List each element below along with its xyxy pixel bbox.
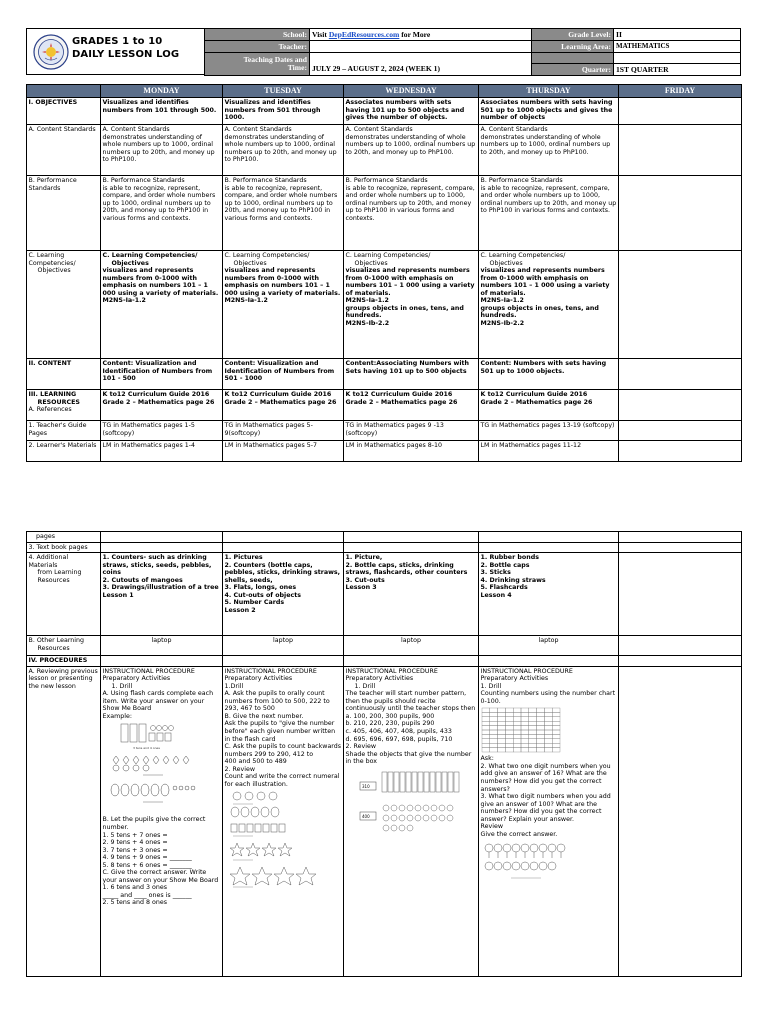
objectives-row [27, 98, 742, 125]
number-chart-cell [536, 726, 544, 730]
school-value: Visit DepEdResources.com for More [310, 29, 532, 41]
lm-wed: LM in Mathematics pages 8-10 [344, 441, 479, 462]
number-chart-cell [505, 708, 513, 712]
performance-standards-label: B. Performance Standards [27, 176, 101, 251]
number-chart-cell [552, 713, 560, 717]
title-grades: GRADES 1 to 10 [72, 36, 163, 47]
content-mon: Content: Visualization and Identification of Numbers from 101 - 500 [101, 359, 223, 390]
other-thu: laptop [479, 636, 619, 656]
number-chart-cell [497, 722, 505, 726]
svg-text:3 tens and 4 ones: 3 tens and 4 ones [132, 746, 160, 751]
number-chart-cell [544, 739, 552, 743]
number-chart-cell [513, 730, 521, 734]
pages-mon [101, 532, 223, 543]
number-chart-cell [505, 730, 513, 734]
textbook-thu [479, 542, 619, 553]
objective-mon: Visualizes and identifies numbers from 101 through 500. [101, 98, 223, 125]
content-standards-fri [619, 125, 742, 176]
content-thu: Content: Numbers with sets having 501 up to 1000 objects. [479, 359, 619, 390]
competencies-row [27, 251, 742, 359]
objective-tue: Visualizes and identifies numbers from 501 through 1000. [223, 98, 344, 125]
number-chart-cell [521, 735, 529, 739]
corner-cell [27, 85, 101, 98]
tg-thu: TG in Mathematics pages 13-19 (softcopy) [479, 421, 619, 441]
review-wed: INSTRUCTIONAL PROCEDURE Preparatory Activities 1. Drill The teacher will start number pattern, then the pupils should recite continuously until the teacher stops then a. 100, 200, 300 pupils, 900 b. 210, 220, 230, pupils 290 c. 405, 406, 407, 408, pupils, 433 d. 695, 696, 697, 698, pupils, 710 2. Review Shade the objects that give the number in the box 310 400 [344, 666, 479, 976]
learning-area-label: Learning Area: [532, 40, 614, 52]
number-chart-cell [489, 739, 497, 743]
competencies-wed: C. Learning Competencies/ Objectives visualizes and represents numbers from 0-1000 with emphasis on numbers 101 – 1 000 using a variety of materials. M2NS-Ia-1.2 groups objects in ones, tens, and hundreds. M2NS-Ib-2.2 [344, 251, 479, 359]
header [26, 28, 741, 75]
day-header-row [27, 85, 742, 98]
procedures-row [27, 656, 742, 667]
number-chart-cell [505, 713, 513, 717]
competencies-tue: C. Learning Competencies/ Objectives visualizes and represents numbers from 0-1000 with emphasis on numbers 101 – 1 000 using a variety of materials. M2NS-Ia-1.2 [223, 251, 344, 359]
content-fri [619, 359, 742, 390]
day-tuesday: TUESDAY [223, 85, 344, 98]
teaching-dates-label: Teaching Dates and Time: [205, 52, 310, 76]
number-chart-cell [536, 744, 544, 748]
number-chart-cell [513, 726, 521, 730]
number-chart-cell [552, 748, 560, 752]
number-chart-cell [528, 717, 536, 721]
number-chart-cell [497, 730, 505, 734]
number-chart-cell [505, 717, 513, 721]
number-chart-cell [505, 735, 513, 739]
number-chart-cell [528, 730, 536, 734]
other-tue: laptop [223, 636, 344, 656]
other-fri [619, 636, 742, 656]
number-chart-cell [497, 739, 505, 743]
header-info-table [204, 28, 741, 76]
number-chart-cell [505, 744, 513, 748]
number-chart-cell [521, 717, 529, 721]
day-wednesday: WEDNESDAY [344, 85, 479, 98]
deped-seal-icon [33, 34, 69, 70]
title-dll: DAILY LESSON LOG [72, 48, 180, 60]
pages-thu [479, 532, 619, 543]
other-mon: laptop [101, 636, 223, 656]
textbook-tue [223, 542, 344, 553]
number-chart-cell [544, 744, 552, 748]
header-title [72, 36, 179, 61]
number-chart-cell [497, 735, 505, 739]
number-chart-cell [544, 713, 552, 717]
textbook-mon [101, 542, 223, 553]
materials-fri [619, 553, 742, 636]
competencies-fri [619, 251, 742, 359]
number-chart-cell [521, 726, 529, 730]
number-chart-cell [528, 744, 536, 748]
lm-label: 2. Learner's Materials [27, 441, 101, 462]
number-chart-cell [497, 708, 505, 712]
number-chart-cell [552, 744, 560, 748]
additional-materials-label: 4. Additional Materials from Learning Resources [27, 553, 101, 636]
pages-tue [223, 532, 344, 543]
number-chart-cell [482, 735, 490, 739]
number-chart-cell [536, 713, 544, 717]
number-chart-cell [513, 735, 521, 739]
lm-row [27, 441, 742, 462]
content-row [27, 359, 742, 390]
number-chart-cell [497, 713, 505, 717]
header-title-block [26, 28, 204, 75]
content-standards-tue: A. Content Standards demonstrates understanding of whole numbers up to 1000, ordinal numbers up to 20th, and money up to PhP100. [223, 125, 344, 176]
day-monday: MONDAY [101, 85, 223, 98]
number-chart-cell [536, 735, 544, 739]
number-chart-cell [482, 739, 490, 743]
lm-mon: LM in Mathematics pages 1-4 [101, 441, 223, 462]
teacher-label: Teacher: [205, 40, 310, 52]
pages-fri [619, 532, 742, 543]
number-chart-cell [521, 739, 529, 743]
number-chart-cell [482, 748, 490, 752]
performance-standards-mon: B. Performance Standards is able to recognize, represent, compare, and order whole numbers up to 1000, ordinal numbers up to 20th, and money up to PhP100 in various forms and contexts. [101, 176, 223, 251]
tg-tue: TG in Mathematics pages 5-9(softcopy) [223, 421, 344, 441]
content-standards-wed: A. Content Standards demonstrates understanding of whole numbers up to 1000, ordinal numbers up to 20th, and money up to PhP100. [344, 125, 479, 176]
number-chart-cell [528, 708, 536, 712]
lesson-table-page-1 [26, 84, 742, 462]
textbook-row [27, 542, 742, 553]
number-chart-cell [528, 739, 536, 743]
tg-fri [619, 421, 742, 441]
number-chart-cell [528, 726, 536, 730]
number-chart-cell [544, 726, 552, 730]
number-chart-cell [528, 722, 536, 726]
number-chart-cell [497, 744, 505, 748]
number-chart-cell [521, 748, 529, 752]
learning-area-value: MATHEMATICS [614, 40, 741, 52]
number-chart-cell [482, 717, 490, 721]
pages-wed [344, 532, 479, 543]
number-chart-cell [482, 726, 490, 730]
procedures-label: IV. PROCEDURES [27, 656, 101, 667]
review-mon: INSTRUCTIONAL PROCEDURE Preparatory Activities 1. Drill A. Using flash cards complete each item. Write your answer on your Show Me Board Example: 3 tens and 4 ones B. Let the pupils give the correct number. 1. 5 tens + 7 ones = 2. 9 tens + 4 ones = 3. 7 tens + 3 ones = 4. 9 tens + 9 ones = _______ 5. 8 tens + 6 ones = _______ C. Give the correct answer. Write your answer on your Show Me Board 1. 6 tens and 3 ones _____ and ____ ones is ______ 2. 5 tens and 8 ones [101, 666, 223, 976]
tg-label: 1. Teacher's Guide Pages [27, 421, 101, 441]
pages-label: pages [27, 532, 101, 543]
blank-label [532, 52, 614, 64]
number-chart-cell [513, 744, 521, 748]
resources-tue: K to12 Curriculum Guide 2016 Grade 2 – Mathematics page 26 [223, 390, 344, 421]
materials-thu: 1. Rubber bonds 2. Bottle caps 3. Sticks 4. Drinking straws 5. Flashcards Lesson 4 [479, 553, 619, 636]
tg-wed: TG in Mathematics pages 9 -13 (softcopy) [344, 421, 479, 441]
number-chart-cell [482, 722, 490, 726]
number-chart-cell [552, 726, 560, 730]
svg-text:310: 310 [361, 783, 370, 789]
shade-objects-illustration [346, 768, 474, 834]
day-friday: FRIDAY [619, 85, 742, 98]
content-standards-thu: A. Content Standards demonstrates understanding of whole numbers up to 1000, ordinal numbers up to 20th, and money up to PhP100. [479, 125, 619, 176]
lm-tue: LM in Mathematics pages 5-7 [223, 441, 344, 462]
number-chart-cell [505, 748, 513, 752]
lesson-log-page-2 [26, 531, 741, 977]
review-fri [619, 666, 742, 976]
number-chart-cell [552, 717, 560, 721]
review-row [27, 666, 742, 976]
number-chart-cell [482, 713, 490, 717]
number-chart-cell [497, 726, 505, 730]
number-chart-cell [536, 730, 544, 734]
number-chart-cell [544, 730, 552, 734]
proc-thu-blank [479, 656, 619, 667]
number-chart-cell [489, 722, 497, 726]
number-chart-cell [544, 708, 552, 712]
quarter-value: 1ST QUARTER [614, 64, 741, 76]
number-chart-cell [497, 748, 505, 752]
number-chart-cell [552, 730, 560, 734]
number-chart-illustration [481, 707, 561, 753]
competencies-label: C. Learning Competencies/ Objectives [27, 251, 101, 359]
resources-thu: K to12 Curriculum Guide 2016 Grade 2 – Mathematics page 26 [479, 390, 619, 421]
textbook-label: 3. Text book pages [27, 542, 101, 553]
performance-standards-row [27, 176, 742, 251]
number-chart-cell [528, 748, 536, 752]
lm-thu: LM in Mathematics pages 11-12 [479, 441, 619, 462]
materials-mon: 1. Counters- such as drinking straws, sticks, seeds, pebbles, coins 2. Cutouts of mangoes 3. Drawings/illustration of a tree Lesson 1 [101, 553, 223, 636]
number-chart-cell [505, 722, 513, 726]
number-chart-cell [536, 748, 544, 752]
proc-wed-blank [344, 656, 479, 667]
counting-illustration [225, 790, 335, 888]
number-chart-cell [489, 748, 497, 752]
number-chart-cell [521, 730, 529, 734]
content-tue: Content: Visualization and Identification of Numbers from 501 - 1000 [223, 359, 344, 390]
other-resources-row [27, 636, 742, 656]
number-chart-cell [489, 726, 497, 730]
performance-standards-thu: B. Performance Standards is able to recognize, represent, compare, and order whole numbers up to 1000, ordinal numbers up to 20th, and money up to PhP100 in various forms and contexts. [479, 176, 619, 251]
number-chart-cell [536, 722, 544, 726]
resources-wed: K to12 Curriculum Guide 2016 Grade 2 – Mathematics page 26 [344, 390, 479, 421]
proc-tue-blank [223, 656, 344, 667]
resources-row [27, 390, 742, 421]
number-chart-cell [489, 744, 497, 748]
objective-thu: Associates numbers with sets having 501 up to 1000 objects and gives the number of objects [479, 98, 619, 125]
objectives-label: I. OBJECTIVES [27, 98, 101, 125]
resources-label: III. LEARNING RESOURCES A. References [27, 390, 101, 421]
number-chart-cell [489, 735, 497, 739]
number-chart-cell [552, 722, 560, 726]
proc-fri-blank [619, 656, 742, 667]
review-thu: INSTRUCTIONAL PROCEDURE Preparatory Activities 1. Drill Counting numbers using the number chart 0-100. Ask: 2. What two one digit numbers when you add give an answer of 16? What are the numbers? How did you get the correct answers? 3. What two digit numbers when you add give an answer of 100? What are the numbers? How did you get the correct answer? Explain your answer. Review Give the correct answer. [479, 666, 619, 976]
blank-value [614, 52, 741, 64]
competencies-mon: C. Learning Competencies/ Objectives visualizes and represents numbers from 0-1000 with emphasis on numbers 101 – 1 000 using a variety of materials. M2NS-Ia-1.2 [101, 251, 223, 359]
number-chart-cell [513, 739, 521, 743]
lesson-table-page-2 [26, 531, 742, 977]
number-chart-cell [489, 708, 497, 712]
number-chart-cell [505, 739, 513, 743]
materials-tue: 1. Pictures 2. Counters (bottle caps, pebbles, sticks, drinking straws, shells, seeds, 3. Flats, longs, ones 4. Cut-outs of objects 5. Number Cards Lesson 2 [223, 553, 344, 636]
quarter-label: Quarter: [532, 64, 614, 76]
school-label: School: [205, 29, 310, 41]
competencies-thu: C. Learning Competencies/ Objectives visualizes and represents numbers from 0-1000 with emphasis on numbers 101 – 1 000 using a variety of materials. M2NS-Ia-1.2 groups objects in ones, tens, and hundreds. M2NS-Ib-2.2 [479, 251, 619, 359]
day-thursday: THURSDAY [479, 85, 619, 98]
performance-standards-wed: B. Performance Standards is able to recognize, represent, compare, and order whole numbers up to 1000, ordinal numbers up to 20th, and money up to PhP100 in various forms and contexts. [344, 176, 479, 251]
number-chart-cell [544, 717, 552, 721]
svg-text:400: 400 [361, 813, 370, 819]
number-chart-cell [521, 708, 529, 712]
content-label: II. CONTENT [27, 359, 101, 390]
number-chart-cell [536, 717, 544, 721]
objective-fri [619, 98, 742, 125]
other-wed: laptop [344, 636, 479, 656]
tree-counting-illustration [481, 840, 573, 880]
number-chart-cell [536, 739, 544, 743]
number-chart-cell [536, 708, 544, 712]
review-tue: INSTRUCTIONAL PROCEDURE Preparatory Activities 1.Drill A. Ask the pupils to orally count numbers from 100 to 500, 222 to 293, 467 to 500 B. Give the next number. Ask the pupils to "give the number before" each given number written in the flash card C. Ask the pupils to count backwards numbers 299 to 290, 412 to 400 and 500 to 489 2. Review Count and write the correct numeral for each illustration. [223, 666, 344, 976]
tens-ones-illustration [103, 722, 203, 814]
number-chart-cell [528, 735, 536, 739]
review-label: A. Reviewing previous lesson or presenting the new lesson [27, 666, 101, 976]
number-chart-cell [544, 748, 552, 752]
content-standards-label: A. Content Standards [27, 125, 101, 176]
depedresources-link[interactable]: DepEdResources.com [328, 29, 400, 39]
number-chart-cell [521, 744, 529, 748]
textbook-fri [619, 542, 742, 553]
number-chart-cell [513, 708, 521, 712]
number-chart-cell [544, 722, 552, 726]
performance-standards-fri [619, 176, 742, 251]
teaching-dates-value: JULY 29 – AUGUST 2, 2024 (WEEK 1) [310, 52, 532, 76]
number-chart-cell [513, 748, 521, 752]
number-chart-cell [482, 744, 490, 748]
number-chart-cell [552, 735, 560, 739]
number-chart-cell [489, 713, 497, 717]
performance-standards-tue: B. Performance Standards is able to recognize, represent, compare, and order whole numbers up to 1000, ordinal numbers up to 20th, and money up to PhP100 in various forms and contexts. [223, 176, 344, 251]
pages-row [27, 532, 742, 543]
number-chart-cell [513, 713, 521, 717]
number-chart-cell [482, 730, 490, 734]
grade-level-label: Grade Level: [532, 29, 614, 41]
other-resources-label: B. Other Learning Resources [27, 636, 101, 656]
number-chart-cell [552, 739, 560, 743]
number-chart-cell [505, 726, 513, 730]
additional-materials-row [27, 553, 742, 636]
number-chart-cell [482, 708, 490, 712]
number-chart-cell [521, 722, 529, 726]
content-standards-mon: A. Content Standards demonstrates understanding of whole numbers up to 1000, ordinal numbers up to 20th, and money up to PhP100. [101, 125, 223, 176]
grade-level-value: II [614, 29, 741, 41]
lesson-log-page-1 [26, 28, 741, 462]
teacher-value [310, 40, 532, 52]
number-chart-cell [521, 713, 529, 717]
lm-fri [619, 441, 742, 462]
number-chart-cell [528, 713, 536, 717]
number-chart-cell [497, 717, 505, 721]
number-chart-cell [513, 717, 521, 721]
number-chart-cell [552, 708, 560, 712]
number-chart-cell [513, 722, 521, 726]
number-chart-cell [544, 735, 552, 739]
resources-fri [619, 390, 742, 421]
number-chart-cell [489, 717, 497, 721]
tg-row [27, 421, 742, 441]
textbook-wed [344, 542, 479, 553]
materials-wed: 1. Picture, 2. Bottle caps, sticks, drinking straws, flashcards, other counters 3. Cut-outs Lesson 3 [344, 553, 479, 636]
objective-wed: Associates numbers with sets having 101 up to 500 objects and gives the number of objects. [344, 98, 479, 125]
content-wed: Content:Associating Numbers with Sets having 101 up to 500 objects [344, 359, 479, 390]
proc-mon-blank [101, 656, 223, 667]
number-chart-cell [489, 730, 497, 734]
content-standards-row [27, 125, 742, 176]
tg-mon: TG in Mathematics pages 1-5 (softcopy) [101, 421, 223, 441]
resources-mon: K to12 Curriculum Guide 2016 Grade 2 – Mathematics page 26 [101, 390, 223, 421]
